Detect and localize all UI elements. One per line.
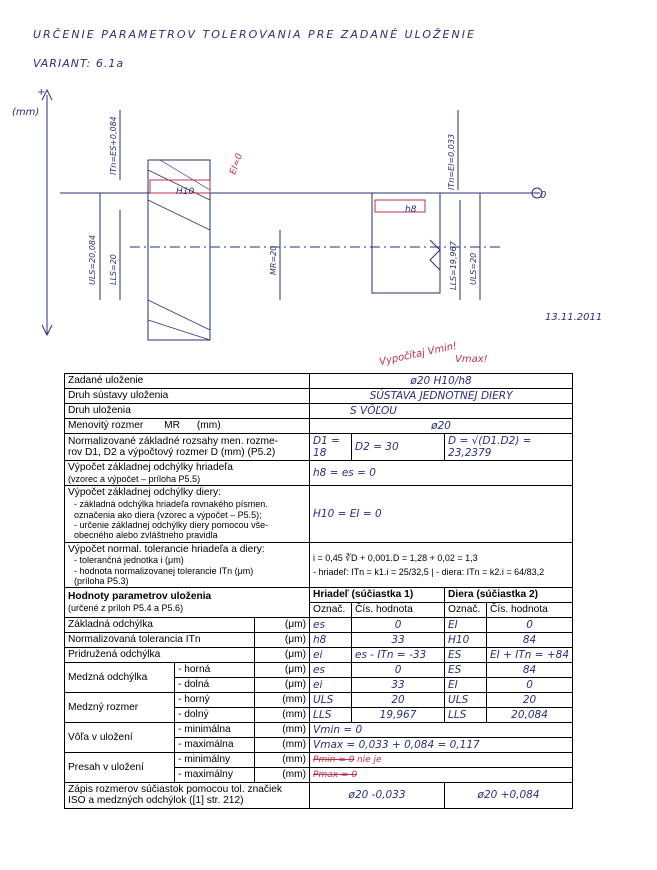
zo-unit: (μm) xyxy=(255,617,310,632)
mr-d1-o: ULS xyxy=(445,693,487,708)
mo-d2-o: EI xyxy=(445,677,487,692)
r5-label-c: (P5.2) xyxy=(247,447,276,459)
mr-unit-2: (mm) xyxy=(255,708,310,723)
pr-unit-2: (mm) xyxy=(255,768,310,783)
zp-label-b: ISO a medzných odchýlok ([1] str. 212) xyxy=(68,795,244,807)
vo-min: - minimálna xyxy=(175,723,255,738)
zp-h: ø20 -0,033 xyxy=(310,782,445,808)
zo-h-o: es xyxy=(310,617,352,632)
ei-left-label: EI=0 xyxy=(228,152,246,177)
row-hodnoty-header xyxy=(65,588,573,603)
row-zapis xyxy=(65,782,573,808)
mo-d2-v: 0 xyxy=(487,677,573,692)
h-cis-1: Čís. hodnota xyxy=(352,603,445,618)
row-medzny-horny xyxy=(65,693,573,708)
mr-unit-1: (mm) xyxy=(255,693,310,708)
r6-cell xyxy=(65,461,310,486)
row-menovity xyxy=(65,419,573,434)
break-line xyxy=(430,240,440,270)
lls-right-label: LLS=19,967 xyxy=(449,241,458,290)
vo-max: - maximálna xyxy=(175,738,255,753)
row-zakladna xyxy=(65,617,573,632)
mr-dolny: - dolný xyxy=(175,708,255,723)
r8-label-c: - hodnota normalizovanej tolerancie ITn (μm) xyxy=(74,565,254,576)
mo-h2-o: ei xyxy=(310,677,352,692)
mr-h1-o: ULS xyxy=(310,693,352,708)
r2-label: Druh sústavy uloženia xyxy=(65,389,310,404)
vo-label: Vôľa v uložení xyxy=(65,723,175,753)
pr-label: Presah v uložení xyxy=(65,753,175,782)
r5-d1: D1 = 18 xyxy=(310,434,352,461)
es-left-label: ITn=ES+0,084 xyxy=(109,116,118,175)
mo-d1-v: 84 xyxy=(487,662,573,677)
zp-d: ø20 +0,084 xyxy=(445,782,573,808)
h-oznac-2: Označ. xyxy=(445,603,487,618)
mo-d1-o: ES xyxy=(445,662,487,677)
r3-value: S VÔĽOU xyxy=(310,404,573,419)
r6-value: h8 = es = 0 xyxy=(310,461,573,486)
r4-label: Menovitý rozmer xyxy=(68,420,144,432)
zo-h-v: 0 xyxy=(352,617,445,632)
nt-unit: (μm) xyxy=(255,632,310,647)
h8-label: h8 xyxy=(405,205,417,215)
mr-label: Medzný rozmer xyxy=(65,693,175,723)
mr-h2-o: LLS xyxy=(310,708,352,723)
h-title-cell xyxy=(65,588,310,617)
row-zadane xyxy=(65,374,573,389)
mr-h2-v: 19,967 xyxy=(352,708,445,723)
h-diera: Diera (súčiastka 2) xyxy=(445,588,573,603)
uls-right-label: ULS=20 xyxy=(469,252,478,285)
r1-value: ø20 H10/h8 xyxy=(310,374,573,389)
zo-label: Základná odchýlka xyxy=(65,617,255,632)
tolerance-diagram xyxy=(0,0,657,372)
mo-unit-2: (μm) xyxy=(255,677,310,692)
row-vola-min xyxy=(65,723,573,738)
vo-unit-1: (mm) xyxy=(255,723,310,738)
r8-cell xyxy=(65,542,310,588)
nt-d-o: H10 xyxy=(445,632,487,647)
mo-h2-v: 33 xyxy=(352,677,445,692)
vo-min-v: Vmin = 0 xyxy=(310,723,573,738)
r8-hriadel: - hriadeľ: ITn = k1.i = 25/32,5 xyxy=(313,566,429,577)
row-normalizovana xyxy=(65,632,573,647)
po-d-v: EI + ITn = +84 xyxy=(487,647,573,662)
po-h-v: es - ITn = -33 xyxy=(352,647,445,662)
uls-left-label: ULS=20,084 xyxy=(88,234,97,285)
row-odchylka-diery xyxy=(65,486,573,542)
shaft-tolerance-zone xyxy=(375,200,425,212)
row-tolerancie xyxy=(65,542,573,588)
r4-cell xyxy=(65,419,310,434)
row-druh-ulozenia xyxy=(65,404,573,419)
po-unit: (μm) xyxy=(255,647,310,662)
h-sub: (určené z príloh P5.4 a P5.6) xyxy=(68,603,184,614)
vo-unit-2: (mm) xyxy=(255,738,310,753)
pr-unit-1: (mm) xyxy=(255,753,310,768)
r7-label-c: - určenie základnej odchýlky diery pomocou vše-obecného alebo zvláštneho pravidla xyxy=(74,519,269,541)
r2-value: SÚSTAVA JEDNOTNEJ DIERY xyxy=(310,389,573,404)
po-h-o: ei xyxy=(310,647,352,662)
r8-values: i = 0,45 ∛D + 0,001.D = 1,28 + 0,02 = 1,3 - hriadeľ: ITn = k1.i = 25/32,5 | - diera: ITn = k2.i = 64/83,2 xyxy=(310,542,573,588)
variant-label: VARIANT: 6.1a xyxy=(33,57,125,70)
signature: 13.11.2011 xyxy=(545,312,603,323)
r5-d: D = √(D1.D2) = 23,2379 xyxy=(445,434,573,461)
pr-max-v: Pmax = 0 xyxy=(313,770,358,781)
h-title: Hodnoty parametrov uloženia xyxy=(68,591,212,603)
r4-mr: MR xyxy=(164,420,180,432)
row-rozsahy xyxy=(65,434,573,461)
r7-value: H10 = EI = 0 xyxy=(310,486,573,542)
zero-label: 0 xyxy=(540,190,547,201)
r6-label-a: Výpočet základnej odchýlky hriadeľa xyxy=(68,462,233,474)
r4-value: ø20 xyxy=(310,419,573,434)
r3-label: Druh uloženia xyxy=(65,404,310,419)
mo-h1-o: es xyxy=(310,662,352,677)
mr-h1-v: 20 xyxy=(352,693,445,708)
pr-min-v: Pmin = 0 xyxy=(313,755,355,766)
mr-d2-o: LLS xyxy=(445,708,487,723)
nt-label: Normalizovaná tolerancia ITn xyxy=(65,632,255,647)
h10-label: H10 xyxy=(176,187,195,197)
r1-label: Zadané uloženie xyxy=(65,374,310,389)
pr-max-cell xyxy=(310,768,573,783)
zo-d-o: EI xyxy=(445,617,487,632)
r8-label-d: (príloha P5.3) xyxy=(74,575,129,586)
note-vmax: Vmax! xyxy=(455,354,488,365)
row-pridruzena xyxy=(65,647,573,662)
mo-horna: - horná xyxy=(175,662,255,677)
po-d-o: ES xyxy=(445,647,487,662)
mr-d2-v: 20,084 xyxy=(487,708,573,723)
zp-label-a: Zápis rozmerov súčiastok pomocou tol. značiek xyxy=(68,783,283,795)
vo-max-v: Vmax = 0,033 + 0,084 = 0,117 xyxy=(310,738,573,753)
lls-left-label: LLS=20 xyxy=(109,254,118,285)
nt-d-v: 84 xyxy=(487,632,573,647)
row-druh-sustavy xyxy=(65,389,573,404)
mo-label: Medzná odchýlka xyxy=(65,662,175,692)
row-presah-min xyxy=(65,753,573,768)
r7-cell xyxy=(65,486,310,542)
r8-label-a: Výpočet normal. tolerancie hriadeľa a diery: xyxy=(68,543,265,555)
mo-dolna: - dolná xyxy=(175,677,255,692)
nt-h-v: 33 xyxy=(352,632,445,647)
note-vmin: Vypočítaj Vmin! xyxy=(378,340,459,368)
pr-min: - minimálny xyxy=(175,753,255,768)
r5-label-b: rov D1, D2 a výpočtový rozmer D (mm) xyxy=(68,447,245,459)
po-label: Pridružená odchýlka xyxy=(65,647,255,662)
mr-horny: - horný xyxy=(175,693,255,708)
r5-d2: D2 = 30 xyxy=(352,434,445,461)
mr-d1-v: 20 xyxy=(487,693,573,708)
page-title: URČENIE PARAMETROV TOLEROVANIA PRE ZADANÉ ULOŽENIE xyxy=(33,28,476,41)
h-oznac-1: Označ. xyxy=(310,603,352,618)
h-cis-2: Čís. hodnota xyxy=(487,603,573,618)
r6-label-b: (vzorec a výpočet – príloha P5.5) xyxy=(68,474,201,485)
r4-unit: (mm) xyxy=(196,420,221,432)
row-medzna-horna xyxy=(65,662,573,677)
mo-unit-1: (μm) xyxy=(255,662,310,677)
r8-diera: - diera: ITn = k2.i = 64/83,2 xyxy=(436,566,545,577)
tolerance-form xyxy=(64,373,573,809)
pr-note: nie je xyxy=(356,755,382,766)
r8-formula: i = 0,45 ∛D + 0,001.D = 1,28 + 0,02 = 1,3 xyxy=(313,552,478,563)
row-odchylka-hriadela xyxy=(65,461,573,486)
r5-label-a: Normalizované základné rozsahy men. rozme- xyxy=(68,435,279,447)
zp-cell xyxy=(65,782,310,808)
axis-unit-label: (mm) xyxy=(12,107,40,118)
mr-label: MR=20 xyxy=(269,245,278,275)
pr-min-cell xyxy=(310,753,573,768)
nt-h-o: h8 xyxy=(310,632,352,647)
ei-right-label: ITn=EI=0,033 xyxy=(447,133,456,190)
plus-sign: + xyxy=(37,87,46,98)
h-hriadel: Hriadeľ (súčiastka 1) xyxy=(310,588,445,603)
r7-label-a: Výpočet základnej odchýlky diery: xyxy=(68,487,221,499)
r5-cell xyxy=(65,434,310,461)
r7-label-b: - základná odchýlka hriadeľa rovnakého písmen. označenia ako diera (vzorec a výpočet – P5.5); xyxy=(74,499,268,520)
r8-label-b: - tolerančná jednotka i (μm) xyxy=(74,555,184,566)
pr-max: - maximálny xyxy=(175,768,255,783)
mo-h1-v: 0 xyxy=(352,662,445,677)
zo-d-v: 0 xyxy=(487,617,573,632)
